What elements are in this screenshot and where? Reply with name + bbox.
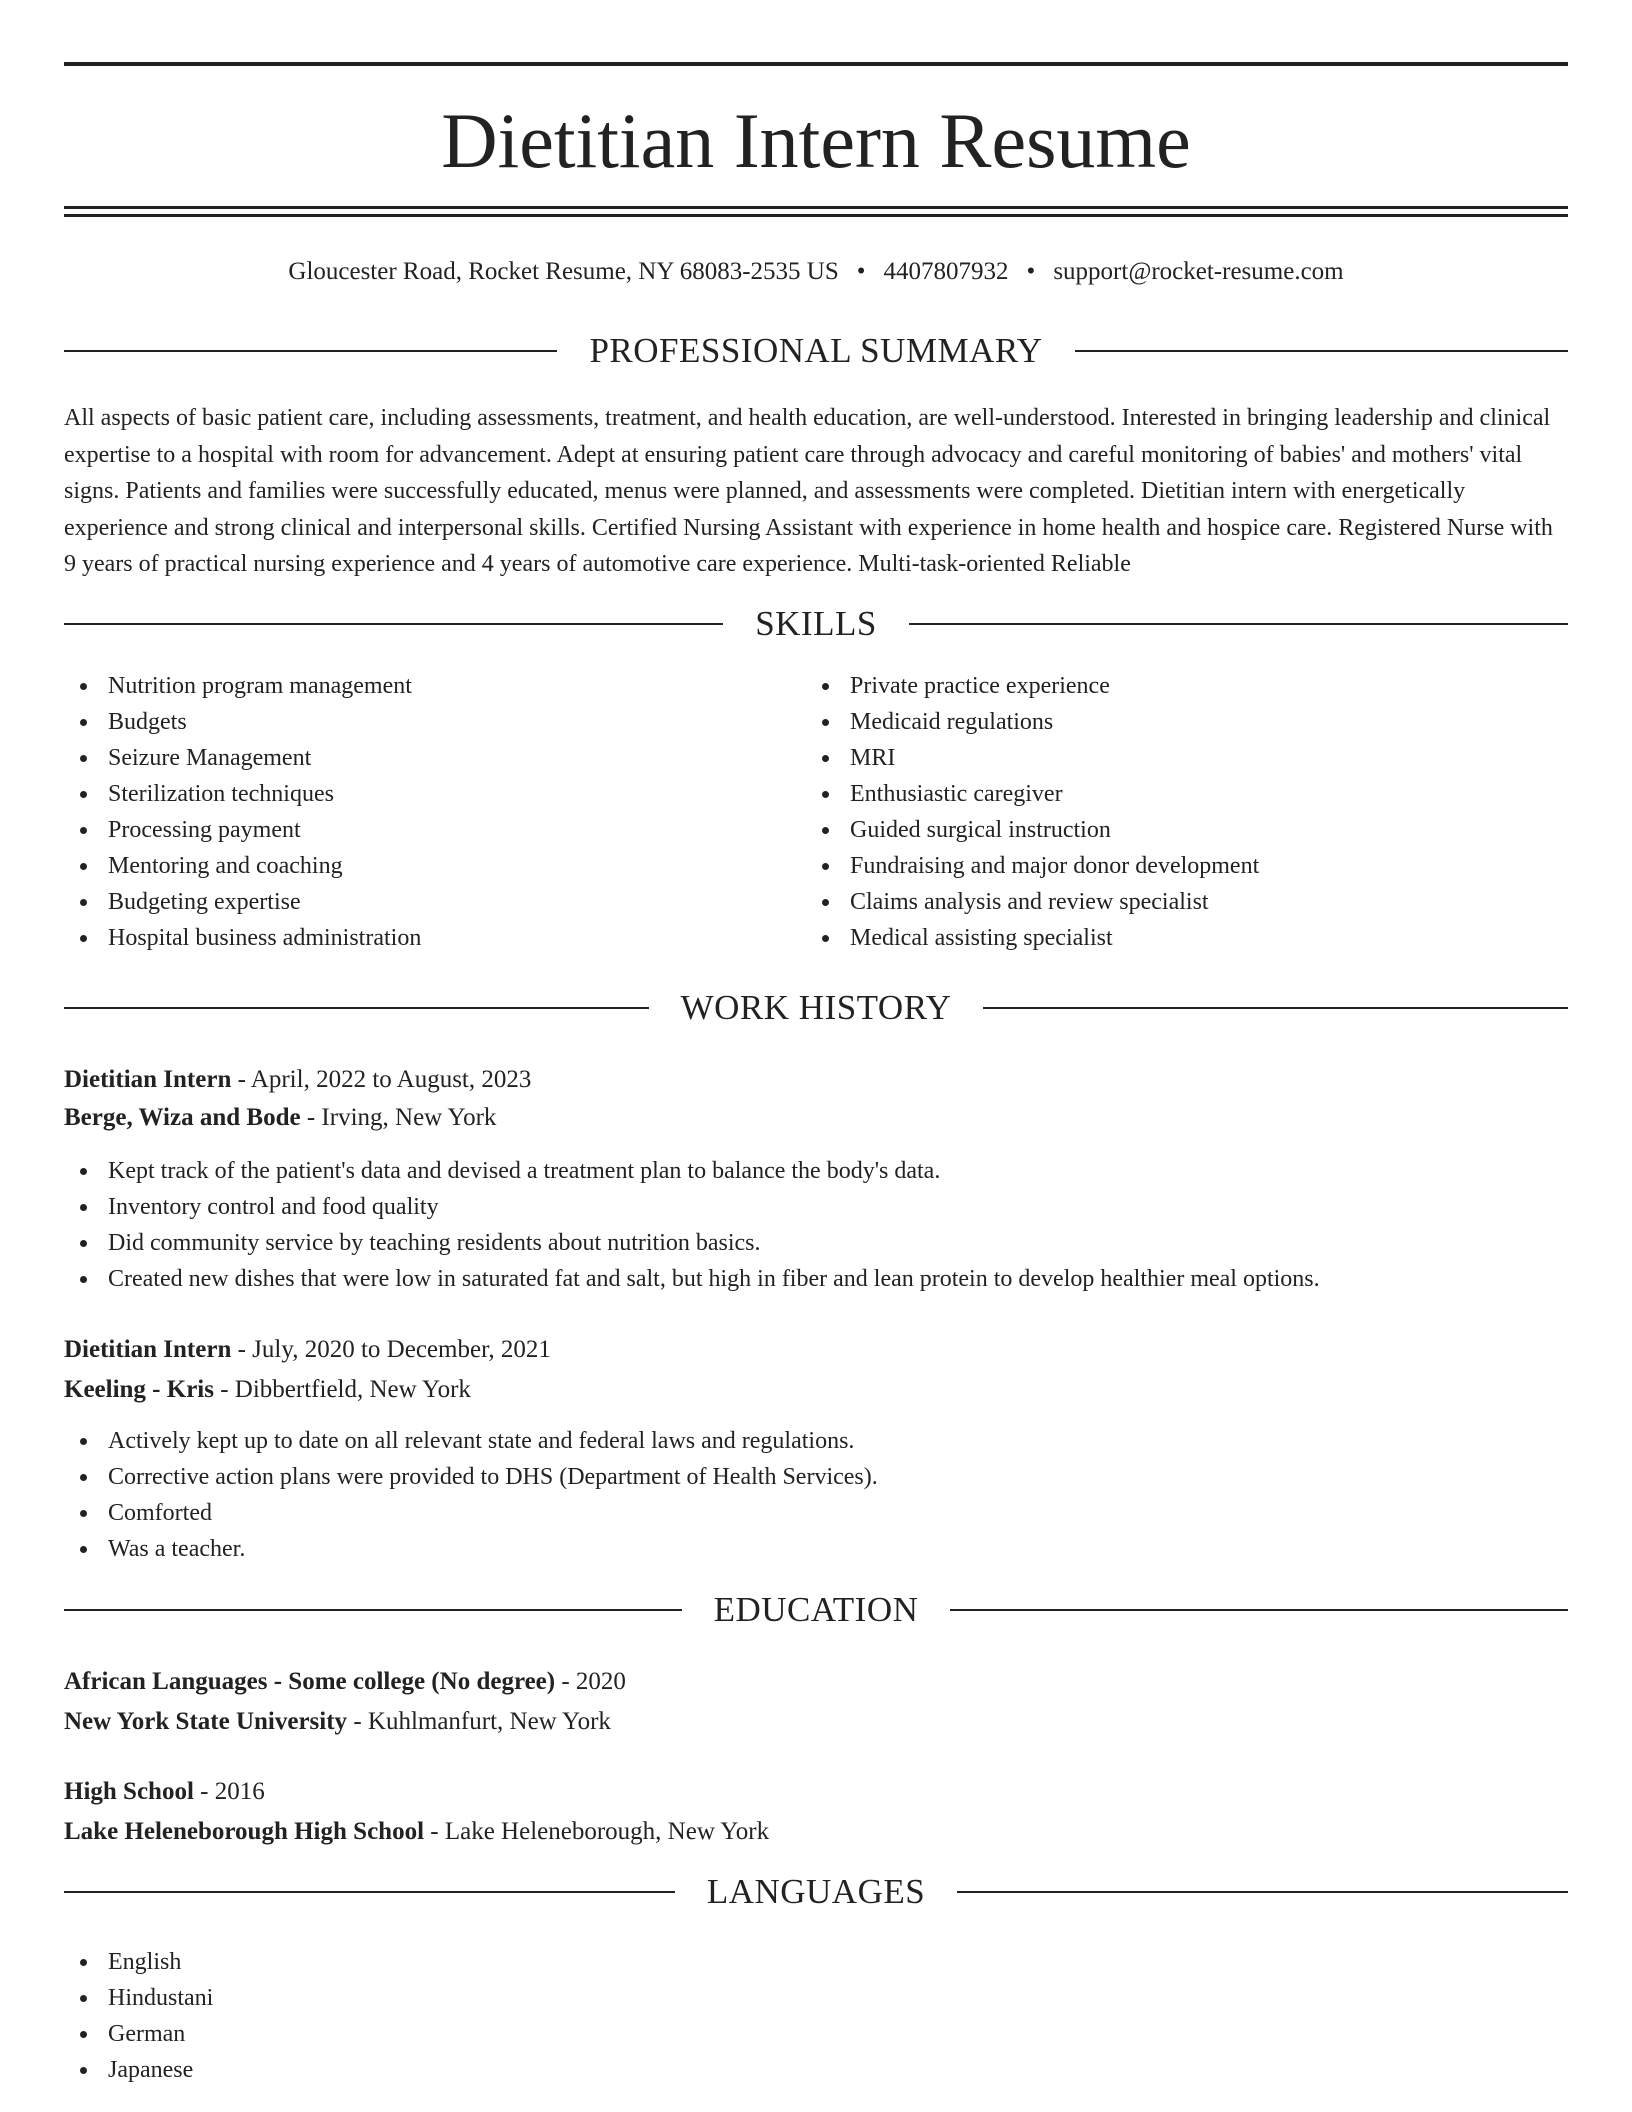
education-location: - Lake Heleneborough, New York xyxy=(424,1818,770,1845)
skill-item: Claims analysis and review specialist xyxy=(806,884,1259,920)
language-item: English xyxy=(64,1944,213,1980)
section-header-work xyxy=(64,988,1568,1028)
section-title-work: WORK HISTORY xyxy=(680,988,952,1027)
job-title-line xyxy=(64,1062,1568,1098)
job-dates: - April, 2022 to August, 2023 xyxy=(231,1066,532,1093)
skills-list-left xyxy=(64,668,421,956)
job-bullet: Inventory control and food quality xyxy=(64,1189,1320,1225)
skill-item: Private practice experience xyxy=(806,668,1259,704)
section-rule-left xyxy=(64,623,723,625)
section-title-languages: LANGUAGES xyxy=(706,1872,926,1911)
section-header-summary xyxy=(64,331,1568,371)
education-school-line xyxy=(64,1814,1568,1850)
language-item: Japanese xyxy=(64,2052,213,2088)
section-rule-left xyxy=(64,1609,682,1611)
job-bullets xyxy=(64,1423,878,1567)
job-bullet: Kept track of the patient's data and devised a treatment plan to balance the body's data. xyxy=(64,1153,1320,1189)
skill-item: Budgets xyxy=(64,704,421,740)
contact-address: Gloucester Road, Rocket Resume, NY 68083-2535 US xyxy=(288,258,839,285)
section-header-skills xyxy=(64,604,1568,644)
job-bullet: Actively kept up to date on all relevant state and federal laws and regulations. xyxy=(64,1423,878,1459)
top-rule xyxy=(64,62,1568,66)
job-location: - Dibbertfield, New York xyxy=(213,1376,471,1403)
job-bullet: Created new dishes that were low in saturated fat and salt, but high in fiber and lean protein to develop healthier meal options. xyxy=(64,1261,1320,1297)
job-company-line xyxy=(64,1100,1568,1136)
section-rule-right xyxy=(950,1609,1568,1611)
title-rule-lower xyxy=(64,214,1568,217)
section-rule-left xyxy=(64,350,557,352)
education-degree: High School xyxy=(64,1778,194,1805)
language-item: German xyxy=(64,2016,213,2052)
language-item: Hindustani xyxy=(64,1980,213,2016)
job-bullet: Was a teacher. xyxy=(64,1531,878,1567)
skill-item: Enthusiastic caregiver xyxy=(806,776,1259,812)
skill-item: Mentoring and coaching xyxy=(64,848,421,884)
languages-list xyxy=(64,1944,213,2088)
summary-text: All aspects of basic patient care, including assessments, treatment, and health education, are well-understood. Interested in bringing leadership and clinical expertise to a hospital with room for advancement. Adept at ensuring patient care through advocacy and careful monitoring of babies' and mothers' vital signs. Patients and families were successfully educated, menus were planned, and assessments were completed. Dietitian intern with energetically experience and strong clinical and interpersonal skills. Certified Nursing Assistant with experience in home health and hospice care. Registered Nurse with 9 years of practical nursing experience and 4 years of automotive care experience. Multi-task-oriented Reliable xyxy=(64,405,1553,577)
education-degree-line xyxy=(64,1774,1568,1810)
skills-list-right xyxy=(806,668,1259,956)
contact-email: support@rocket-resume.com xyxy=(1053,258,1344,285)
job-location: - Irving, New York xyxy=(300,1104,497,1131)
job-company-line xyxy=(64,1372,1568,1408)
job-title-line xyxy=(64,1332,1568,1368)
section-title-summary: PROFESSIONAL SUMMARY xyxy=(589,331,1043,370)
skill-item: Medicaid regulations xyxy=(806,704,1259,740)
skill-item: Processing payment xyxy=(64,812,421,848)
skill-item: Guided surgical instruction xyxy=(806,812,1259,848)
job-title: Dietitian Intern xyxy=(64,1336,232,1363)
education-school-line xyxy=(64,1704,1568,1740)
section-rule-right xyxy=(957,1891,1568,1893)
skill-item: MRI xyxy=(806,740,1259,776)
education-degree: African Languages - Some college (No degree) xyxy=(64,1668,556,1695)
job-bullet: Comforted xyxy=(64,1495,878,1531)
contact-line xyxy=(64,256,1568,288)
job-bullet: Did community service by teaching residents about nutrition basics. xyxy=(64,1225,1320,1261)
skill-item: Budgeting expertise xyxy=(64,884,421,920)
section-rule-left xyxy=(64,1891,675,1893)
section-title-education: EDUCATION xyxy=(713,1590,919,1629)
section-header-education xyxy=(64,1590,1568,1630)
section-title-skills: SKILLS xyxy=(755,604,877,643)
contact-separator: • xyxy=(856,258,866,285)
skill-item: Seizure Management xyxy=(64,740,421,776)
education-year: - 2016 xyxy=(193,1778,265,1805)
skill-item: Medical assisting specialist xyxy=(806,920,1259,956)
section-rule-right xyxy=(909,623,1568,625)
education-degree-line xyxy=(64,1664,1568,1700)
title-rule-upper xyxy=(64,206,1568,209)
job-bullets xyxy=(64,1153,1320,1297)
education-year: - 2020 xyxy=(555,1668,626,1695)
education-location: - Kuhlmanfurt, New York xyxy=(347,1708,611,1735)
section-rule-right xyxy=(983,1007,1568,1009)
section-header-languages xyxy=(64,1872,1568,1912)
job-title: Dietitian Intern xyxy=(64,1066,232,1093)
job-company: Berge, Wiza and Bode xyxy=(64,1104,301,1131)
job-dates: - July, 2020 to December, 2021 xyxy=(231,1336,551,1363)
document-title: Dietitian Intern Resume xyxy=(441,97,1191,184)
section-rule-left xyxy=(64,1007,649,1009)
skill-item: Fundraising and major donor development xyxy=(806,848,1259,884)
skill-item: Hospital business administration xyxy=(64,920,421,956)
job-company: Keeling - Kris xyxy=(64,1376,214,1403)
section-rule-right xyxy=(1075,350,1568,352)
job-bullet: Corrective action plans were provided to DHS (Department of Health Services). xyxy=(64,1459,878,1495)
contact-separator: • xyxy=(1026,258,1036,285)
contact-phone: 4407807932 xyxy=(883,258,1009,285)
education-school: Lake Heleneborough High School xyxy=(64,1818,425,1845)
education-school: New York State University xyxy=(64,1708,348,1735)
skill-item: Nutrition program management xyxy=(64,668,421,704)
skill-item: Sterilization techniques xyxy=(64,776,421,812)
